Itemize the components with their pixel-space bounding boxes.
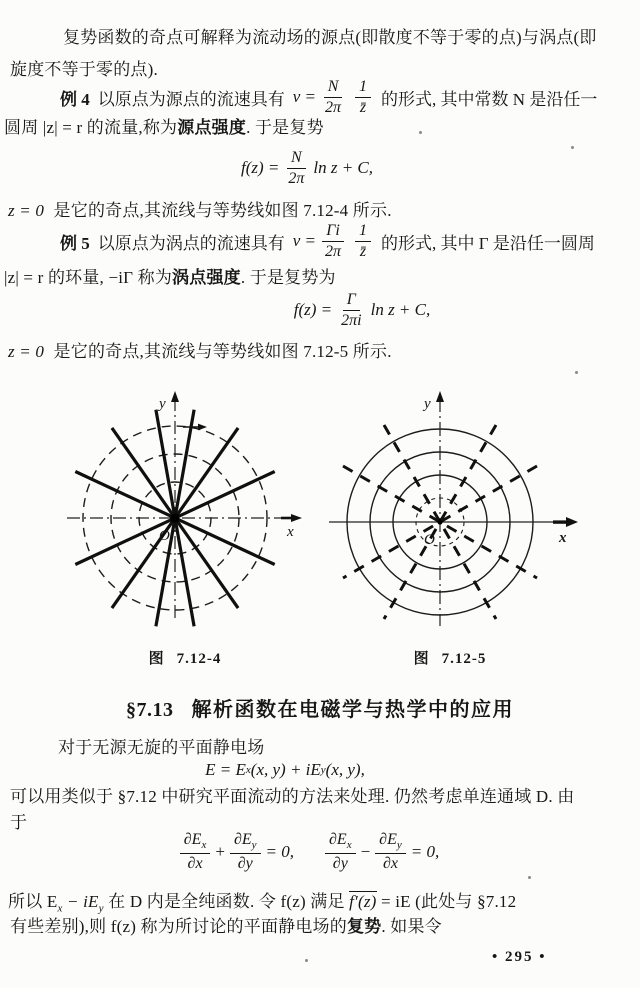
frac-dEx-dx: $\frac{\partial E_x}{\partial x}$ <box>180 831 211 872</box>
formula-cauchy-riemann: $\frac{\partial E_x}{\partial x}$ + $\frac{\partial E_y}{\partial y}$ = 0, $\frac{\partial E_x}{\partial y}$ − $\frac{\partial E_y}{\partial x}$ = 0, <box>0 831 627 873</box>
figure-vortex-flow <box>325 390 580 635</box>
figure-caption-2: 图 7.12-5 <box>413 651 487 667</box>
formula-e-field: E = E x (x, y) + iE y (x, y), <box>205 760 365 779</box>
example5-intro-line <box>60 219 595 263</box>
y-axis-label: y <box>424 396 431 412</box>
velocity-equals: v = <box>292 231 317 250</box>
formula-source-potential: f(z) = $\frac{N}{2\pi}$ ln z + C, <box>240 148 374 187</box>
fraction-Gamma-i-2pi: $\frac{\Gamma i}{2\pi}$ <box>321 222 345 261</box>
example4-label: 例 4 <box>60 89 90 109</box>
example5-outro-text: 的形式, 其中 Γ 是沿任一圆周 <box>381 233 595 253</box>
x-axis-label: x <box>559 530 567 546</box>
paragraph-line: 复势函数的奇点可解释为流动场的源点(即散度不等于零的点)与涡点(即 <box>63 28 597 47</box>
example5-note: z = 0 是它的奇点,其流线与等势线如图 7.12-5 所示. <box>8 342 392 361</box>
conjugate-f-prime: f′(z) <box>349 892 377 911</box>
figure-source-flow <box>55 390 305 635</box>
scan-speckle <box>575 371 578 374</box>
paragraph-line: 旋度不等于零的点). <box>10 60 158 79</box>
electro-line3: 所以 $E_x - iE_y$ 在 D 内是全纯函数. 令 f(z) 满足 f′(z) = iE (此处与 §7.12 <box>8 892 517 915</box>
scan-speckle <box>528 876 531 879</box>
scan-speckle <box>571 146 574 149</box>
electro-intro: 对于无源无旋的平面静电场 <box>58 738 265 757</box>
figure-caption-1: 图 7.12-4 <box>148 651 222 667</box>
flow-direction-arrow <box>183 424 207 431</box>
axis-arrowheads <box>436 391 578 527</box>
figure-vortex-flow-svg <box>325 390 580 630</box>
section-title: 解析函数在电磁学与热学中的应用 <box>191 699 514 721</box>
example4-note: z = 0 是它的奇点,其流线与等势线如图 7.12-4 所示. <box>8 201 392 220</box>
example4-intro-line <box>60 75 597 119</box>
origin-dot <box>171 514 180 523</box>
origin-dot <box>437 519 442 524</box>
emphasis-complex-potential: 复势 <box>346 917 382 936</box>
fraction-1-zbar: $\frac{1}{z̄}$ <box>355 78 371 117</box>
fraction-Gamma-2pii-display: $\frac{\Gamma}{2\pi i}$ <box>341 290 362 329</box>
scan-speckle <box>305 959 308 962</box>
emphasis-vortex-strength: 涡点强度 <box>172 268 241 287</box>
example4-line2: 圆周 |z| = r 的流量,称为源点强度. 于是复势 <box>4 118 324 137</box>
electro-line2: 于 <box>10 813 28 832</box>
section-heading <box>0 693 640 722</box>
electro-line1: 可以用类似于 §7.12 中研究平面流动的方法来处理. 仍然考虑单连通域 D. 由 <box>10 787 575 806</box>
example4-intro-text: 以原点为源点的流速具有 <box>97 89 285 109</box>
page-number: • 295 • <box>492 949 547 965</box>
x-axis-label: x <box>287 524 294 540</box>
formula-vortex-potential: f(z) = $\frac{\Gamma}{2\pi i}$ ln z + C, <box>293 290 431 329</box>
fraction-1-zbar: $\frac{1}{z̄}$ <box>355 222 371 261</box>
velocity-equals: v = <box>292 87 317 106</box>
example5-intro-text: 以原点为涡点的流速具有 <box>97 233 285 253</box>
fraction-N-2pi: $\frac{N}{2\pi}$ <box>325 77 342 116</box>
example5-line2: |z| = r 的环量, −iΓ 称为涡点强度. 于是复势为 <box>4 268 336 287</box>
emphasis-source-strength: 源点强度 <box>177 118 247 137</box>
origin-label: O <box>159 528 170 544</box>
origin-label: O <box>424 532 435 548</box>
example4-outro-text: 的形式, 其中常数 N 是沿任一 <box>381 89 598 109</box>
frac-dEy-dx: $\frac{\partial E_y}{\partial x}$ <box>375 831 406 872</box>
frac-dEx-dy: $\frac{\partial E_x}{\partial y}$ <box>325 831 356 872</box>
scan-speckle <box>419 131 422 134</box>
section-number: §7.13 <box>126 699 174 721</box>
figure-source-flow-svg <box>55 390 305 630</box>
example5-label: 例 5 <box>60 233 90 253</box>
y-axis-label: y <box>159 396 166 412</box>
frac-dEy-dy: $\frac{\partial E_y}{\partial y}$ <box>230 831 261 872</box>
electro-line4: 有些差别),则 f(z) 称为所讨论的平面静电场的复势. 如果令 <box>10 917 442 936</box>
fraction-N-2pi-display: $\frac{N}{2\pi}$ <box>288 148 305 187</box>
